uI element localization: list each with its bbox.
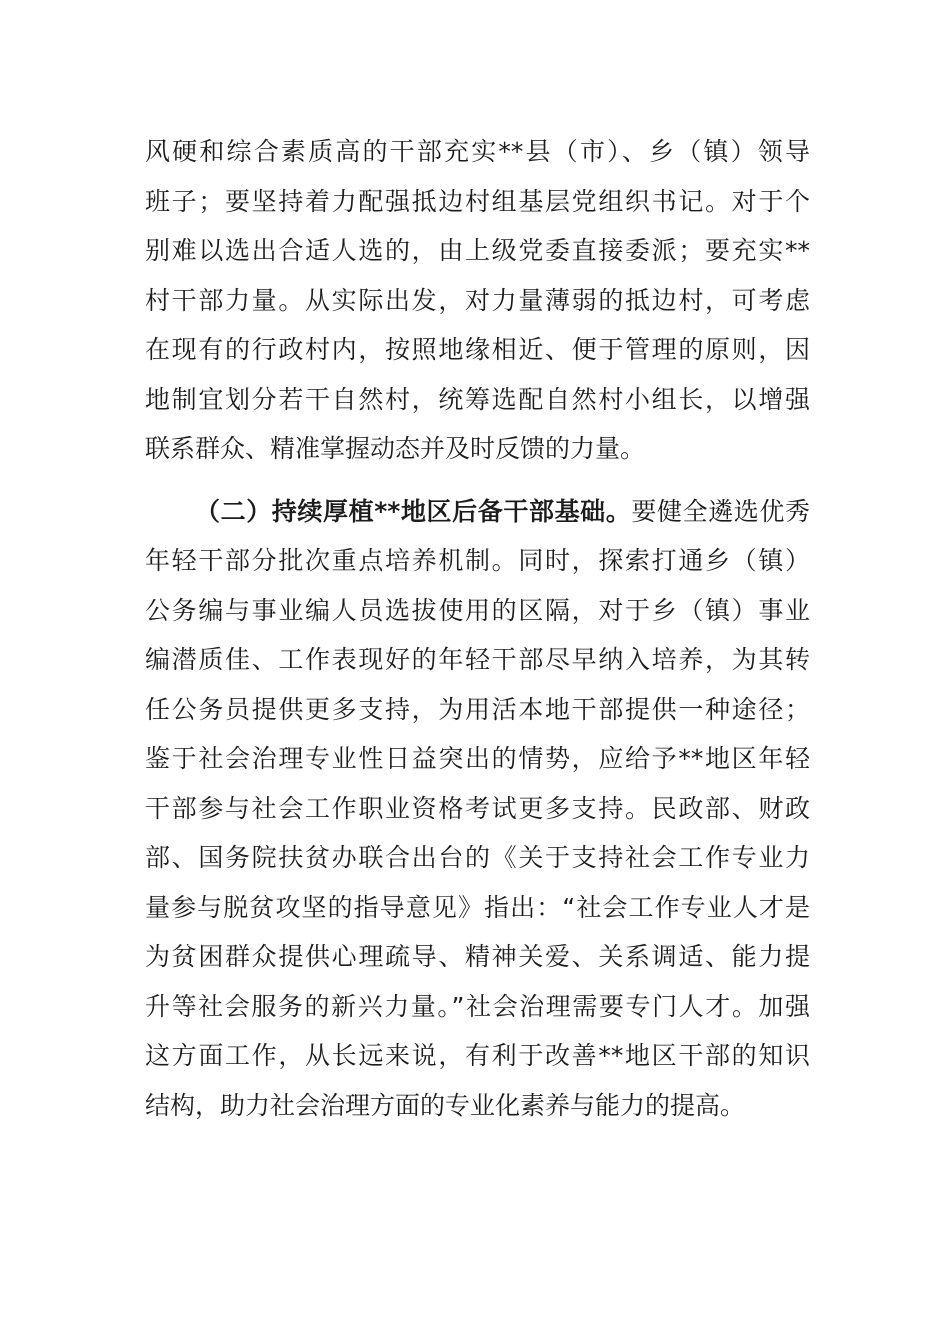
- text-line: 为贫困群众提供心理疏导、精神关爱、关系调适、能力提: [145, 942, 810, 971]
- text-line: 任公务员提供更多支持，为用活本地干部提供一种途径；: [145, 695, 810, 724]
- text-line: 公务编与事业编人员选拔使用的区隔，对于乡（镇）事业: [145, 596, 810, 625]
- text-line: 升等社会服务的新兴力量。”社会治理需要专门人才。加强: [145, 992, 810, 1021]
- text-line: 地制宜划分若干自然村，统筹选配自然村小组长，以增强: [145, 385, 810, 414]
- text-line: 编潜质佳、工作表现好的年轻干部尽早纳入培养，为其转: [145, 645, 810, 674]
- text-line: 村干部力量。从实际出发，对力量薄弱的抵边村，可考虑: [145, 286, 810, 315]
- paragraph-first-line: [195, 495, 810, 529]
- text-line: 风硬和综合素质高的干部充实**县（市）、乡（镇）领导: [145, 137, 810, 166]
- text-line: 量参与脱贫攻坚的指导意见》指出：“社会工作专业人才是: [145, 893, 810, 922]
- text-line: 结构，助力社会治理方面的专业化素养与能力的提高。: [145, 1091, 746, 1120]
- text-line: 别难以选出合适人选的，由上级党委直接委派；要充实**: [145, 236, 810, 265]
- text-line: 在现有的行政村内，按照地缘相近、便于管理的原则，因: [145, 335, 810, 364]
- text-line: 干部参与社会工作职业资格考试更多支持。民政部、财政: [145, 794, 810, 823]
- heading-continuation: 要健全遴选优秀: [631, 497, 810, 526]
- text-line: 这方面工作，从长远来说，有利于改善**地区干部的知识: [145, 1041, 810, 1070]
- section-heading: （二）持续厚植**地区后备干部基础。: [195, 497, 632, 526]
- text-line: 班子；要坚持着力配强抵边村组基层党组织书记。对于个: [145, 187, 810, 216]
- text-line: 鉴于社会治理专业性日益突出的情势，应给予**地区年轻: [145, 744, 810, 773]
- text-line: 部、国务院扶贫办联合出台的《关于支持社会工作专业力: [145, 843, 810, 872]
- text-line: 年轻干部分批次重点培养机制。同时，探索打通乡（镇）: [145, 546, 810, 575]
- text-line: 联系群众、精准掌握动态并及时反馈的力量。: [145, 434, 646, 463]
